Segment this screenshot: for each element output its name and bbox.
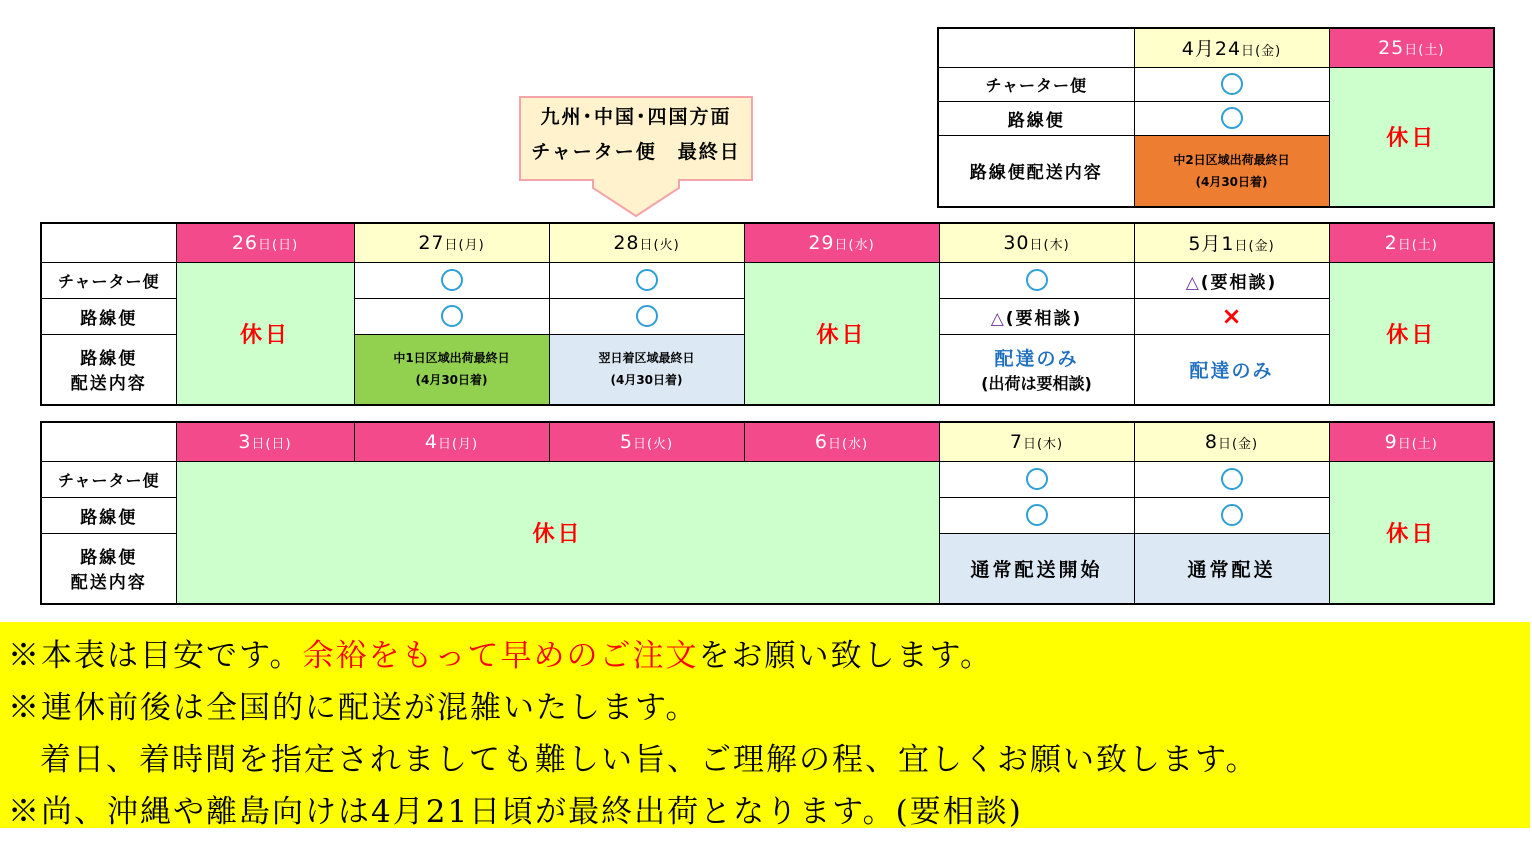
circle-mark-icon: [441, 269, 463, 291]
date-header-apr24: 4月24日(金): [1134, 28, 1329, 67]
note-line-1: ※本表は目安です。余裕をもって早めのご注文をお願い致します。: [8, 638, 994, 674]
holiday-may3-6: 休日: [176, 461, 939, 604]
delivery-note-27: 中1日区域出荷最終日 (4月30日着): [354, 334, 549, 405]
route-may8: [1134, 497, 1329, 533]
notes-box: [0, 622, 1530, 828]
corner-cell: [41, 422, 176, 461]
cross-mark-icon: ×: [1221, 302, 1242, 330]
schedule-table-top: [937, 27, 1495, 208]
delivery-note-may1: 配達のみ: [1134, 334, 1329, 405]
corner-cell: [41, 223, 176, 262]
circle-mark-icon: [1221, 107, 1243, 129]
date-header-26: 26日(日): [176, 223, 354, 262]
holiday-apr25: 休日: [1329, 67, 1494, 207]
charter-may7: [939, 461, 1134, 497]
note-highlight: 余裕をもって早めのご注文: [302, 638, 699, 674]
date-header-29: 29日(水): [744, 223, 939, 262]
circle-mark-icon: [1026, 504, 1048, 526]
callout-text: [519, 100, 753, 170]
date-header-may9: 9日(土): [1329, 422, 1494, 461]
triangle-mark-icon: △: [990, 308, 1006, 329]
holiday-may2: 休日: [1329, 262, 1494, 405]
charter-may1: △(要相談): [1134, 262, 1329, 298]
row-label-route: 路線便: [41, 497, 176, 533]
triangle-mark-icon: △: [1185, 272, 1201, 293]
row-label-charter: チャーター便: [41, 461, 176, 497]
row-label-route: 路線便: [41, 298, 176, 334]
row-label-route-delivery: 路線便配送内容: [938, 135, 1134, 207]
callout-line-2: チャーター便 最終日: [531, 141, 741, 163]
circle-mark-icon: [1221, 73, 1243, 95]
date-header-27: 27日(月): [354, 223, 549, 262]
date-header-may2: 2日(土): [1329, 223, 1494, 262]
delivery-note-may8: 通常配送: [1134, 533, 1329, 604]
note-line-3: 着日、着時間を指定されましても難しい旨、ご理解の程、宜しくお願い致します。: [40, 742, 1259, 778]
charter-apr24: [1134, 67, 1329, 101]
holiday-26: 休日: [176, 262, 354, 405]
charter-27: [354, 262, 549, 298]
note-line-4: ※尚、沖縄や離島向けは4月21日頃が最終出荷となります。(要相談): [8, 794, 1023, 830]
row-label-route: 路線便: [938, 101, 1134, 135]
row-label-charter: チャーター便: [938, 67, 1134, 101]
route-apr24: [1134, 101, 1329, 135]
row-label-charter: チャーター便: [41, 262, 176, 298]
holiday-may9: 休日: [1329, 461, 1494, 604]
date-header-28: 28日(火): [549, 223, 744, 262]
circle-mark-icon: [1026, 468, 1048, 490]
row-label-route-delivery: 路線便 配送内容: [41, 533, 176, 604]
date-header-may4: 4日(月): [354, 422, 549, 461]
row-label-route-delivery: 路線便 配送内容: [41, 334, 176, 405]
route-30: △(要相談): [939, 298, 1134, 334]
date-header-may6: 6日(水): [744, 422, 939, 461]
note-line-2: ※連休前後は全国的に配送が混雑いたします。: [8, 690, 699, 726]
delivery-note-28: 翌日着区域最終日 (4月30日着): [549, 334, 744, 405]
schedule-table-bottom: [40, 421, 1495, 605]
date-header-may5: 5日(火): [549, 422, 744, 461]
schedule-table-middle: [40, 222, 1495, 406]
date-header-may3: 3日(日): [176, 422, 354, 461]
circle-mark-icon: [636, 305, 658, 327]
delivery-note-30: 配達のみ (出荷は要相談): [939, 334, 1134, 405]
circle-mark-icon: [1221, 504, 1243, 526]
holiday-29: 休日: [744, 262, 939, 405]
delivery-note-apr24: 中2日区域出荷最終日 (4月30日着): [1134, 135, 1329, 207]
charter-may8: [1134, 461, 1329, 497]
route-28: [549, 298, 744, 334]
circle-mark-icon: [441, 305, 463, 327]
delivery-note-may7: 通常配送開始: [939, 533, 1134, 604]
date-header-may8: 8日(金): [1134, 422, 1329, 461]
circle-mark-icon: [636, 269, 658, 291]
route-may1: [1134, 298, 1329, 334]
date-header-30: 30日(木): [939, 223, 1134, 262]
circle-mark-icon: [1221, 468, 1243, 490]
route-may7: [939, 497, 1134, 533]
date-header-may7: 7日(木): [939, 422, 1134, 461]
corner-cell: [938, 28, 1134, 67]
charter-28: [549, 262, 744, 298]
callout-arrow: [519, 96, 753, 218]
route-27: [354, 298, 549, 334]
date-header-apr25: 25日(土): [1329, 28, 1494, 67]
date-header-may1: 5月1日(金): [1134, 223, 1329, 262]
charter-30: [939, 262, 1134, 298]
callout-line-1: 九州･中国･四国方面: [540, 106, 732, 128]
circle-mark-icon: [1026, 269, 1048, 291]
